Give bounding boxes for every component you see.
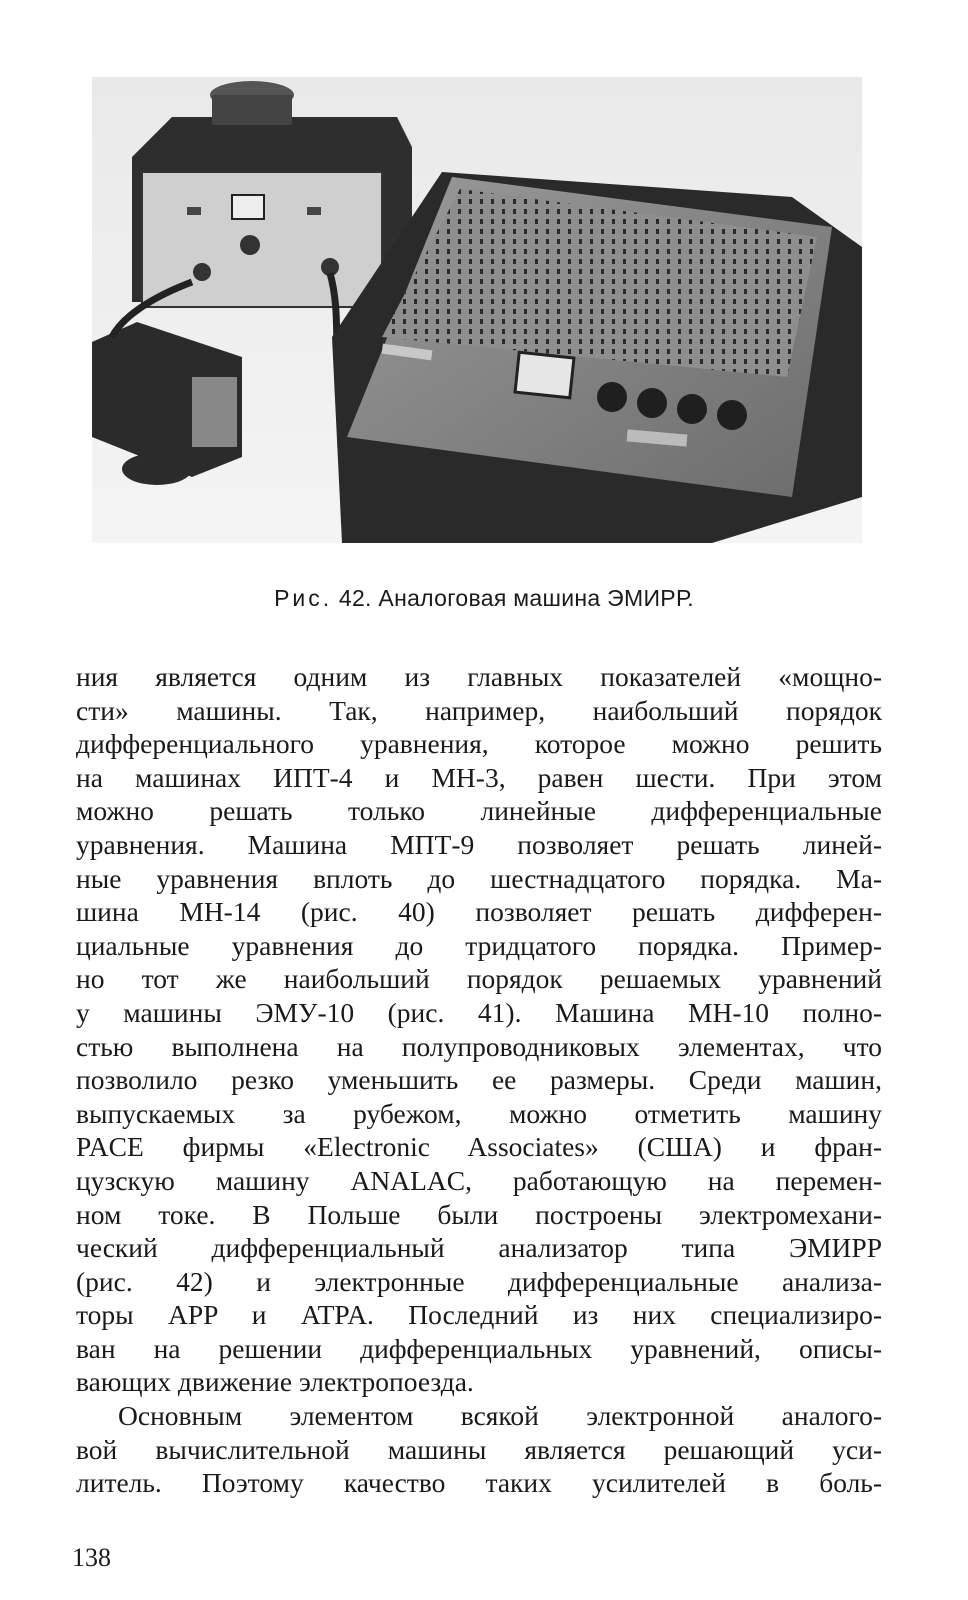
text-line: у машины ЭМУ-10 (рис. 41). Машина МН-10 полно- <box>76 996 882 1028</box>
text-line: уравнения. Машина МПТ-9 позволяет решать линей- <box>76 828 882 860</box>
text-line: литель. Поэтому качество таких усилителей в боль- <box>76 1467 882 1499</box>
text-line: шина МН-14 (рис. 40) позволяет решать дифферен- <box>76 896 882 928</box>
text-line: ван на решении дифференциальных уравнений, описы- <box>76 1332 882 1364</box>
text-line: выпускаемых за рубежом, можно отметить машину <box>76 1097 882 1129</box>
text-line: PACE фирмы «Electronic Associates» (США) и фран- <box>76 1131 882 1163</box>
text-line: Основным элементом всякой электронной аналого- <box>118 1400 882 1432</box>
text-line: ные уравнения вплоть до шестнадцатого порядка. Ма- <box>76 862 882 894</box>
text-line: вой вычислительной машины является решающий уси- <box>76 1433 882 1465</box>
analog-machine-photo <box>92 77 862 543</box>
text-line: позволило резко уменьшить ее размеры. Среди машин, <box>76 1064 882 1096</box>
text-line: стью выполнена на полупроводниковых элементах, что <box>76 1030 882 1062</box>
figure-caption <box>0 585 968 612</box>
body-text <box>76 660 882 1500</box>
text-line: но тот же наибольший порядок решаемых уравнений <box>76 963 882 995</box>
text-line: вающих движение электропоезда. <box>76 1366 474 1398</box>
text-line: ном токе. В Польше были построены электромехани- <box>76 1198 882 1230</box>
text-line: ния является одним из главных показателей «мощно- <box>76 661 882 692</box>
text-line: дифференциального уравнения, которое можно решить <box>76 728 882 760</box>
text-line: цузскую машину ANALAC, работающую на перемен- <box>76 1164 882 1196</box>
caption-prefix: Рис. <box>274 585 333 611</box>
text-line: торы APP и ATPA. Последний из них специализиро- <box>76 1299 882 1331</box>
text-line: ческий дифференциальный анализатор типа ЭМИРР <box>76 1232 882 1264</box>
figure-photo <box>92 77 862 543</box>
caption-text: 42. Аналоговая машина ЭМИРР. <box>338 585 694 611</box>
text-line: сти» машины. Так, например, наибольший порядок <box>76 694 882 726</box>
text-line: (рис. 42) и электронные дифференциальные анализа- <box>76 1265 882 1297</box>
page-number: 138 <box>72 1543 111 1572</box>
text-line: циальные уравнения до тридцатого порядка. Пример- <box>76 929 882 961</box>
text-line: можно решать только линейные дифференциальные <box>76 795 882 827</box>
text-line: на машинах ИПТ-4 и МН-3, равен шести. При этом <box>76 761 882 793</box>
